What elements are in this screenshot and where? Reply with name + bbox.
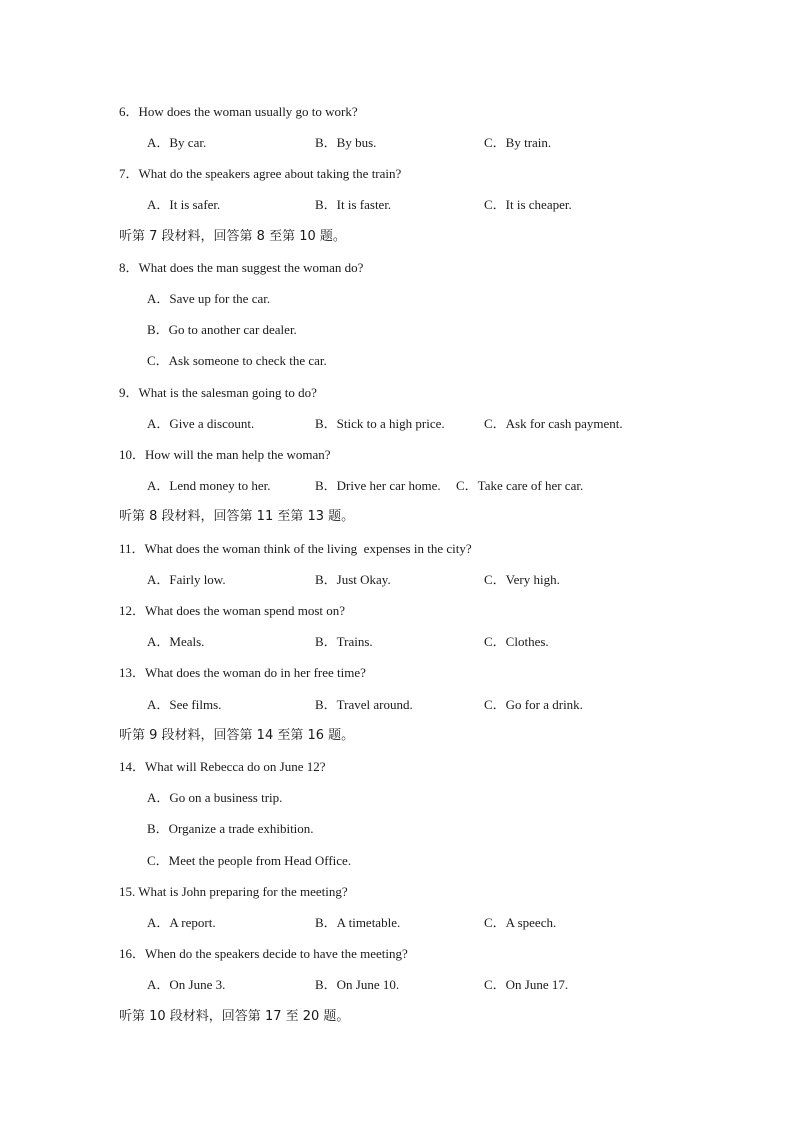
q8-option-c: C．Ask someone to check the car. <box>147 353 327 368</box>
section-heading-10: 听第 10 段材料，回答第 17 至 20 题。 <box>119 1009 350 1024</box>
q14-option-a: A．Go on a business trip. <box>147 790 283 805</box>
q8-option-b: B．Go to another car dealer. <box>147 322 297 337</box>
q16-option-c: C．On June 17. <box>484 977 569 992</box>
q8-option-a: A．Save up for the car. <box>147 291 271 306</box>
question-9: 9．What is the salesman going to do? <box>119 385 317 400</box>
q16-option-b: B．On June 10. <box>315 977 400 992</box>
question-15: 15. What is John preparing for the meeting? <box>119 884 348 899</box>
q16-option-a: A．On June 3. <box>147 977 226 992</box>
question-11: 11．What does the woman think of the living expenses in the city? <box>119 541 472 556</box>
question-13: 13．What does the woman do in her free time? <box>119 665 366 680</box>
q11-option-b: B．Just Okay. <box>315 572 391 587</box>
q15-option-b: B．A timetable. <box>315 915 401 930</box>
q10-option-b: B．Drive her car home. <box>315 478 441 493</box>
q15-option-a: A．A report. <box>147 915 216 930</box>
q7-option-b: B．It is faster. <box>315 197 392 212</box>
q10-option-c: C．Take care of her car. <box>456 478 584 493</box>
question-12: 12．What does the woman spend most on? <box>119 603 346 618</box>
q11-option-c: C．Very high. <box>484 572 560 587</box>
question-6: 6．How does the woman usually go to work? <box>119 104 358 119</box>
q14-option-b: B．Organize a trade exhibition. <box>147 821 314 836</box>
q15-option-c: C．A speech. <box>484 915 557 930</box>
question-10: 10．How will the man help the woman? <box>119 447 331 462</box>
section-heading-9: 听第 9 段材料，回答第 14 至第 16 题。 <box>119 728 355 743</box>
q6-option-a: A．By car. <box>147 135 207 150</box>
q13-option-a: A．See films. <box>147 697 222 712</box>
q9-option-c: C．Ask for cash payment. <box>484 416 623 431</box>
q14-option-c: C．Meet the people from Head Office. <box>147 853 352 868</box>
q6-option-c: C．By train. <box>484 135 552 150</box>
q13-option-c: C．Go for a drink. <box>484 697 583 712</box>
section-heading-7: 听第 7 段材料，回答第 8 至第 10 题。 <box>119 229 346 244</box>
section-heading-8: 听第 8 段材料，回答第 11 至第 13 题。 <box>119 509 355 524</box>
question-7: 7．What do the speakers agree about taking the train? <box>119 166 402 181</box>
q12-option-a: A．Meals. <box>147 634 205 649</box>
q7-option-c: C．It is cheaper. <box>484 197 572 212</box>
q9-option-a: A．Give a discount. <box>147 416 255 431</box>
q12-option-c: C．Clothes. <box>484 634 549 649</box>
question-16: 16．When do the speakers decide to have the meeting? <box>119 946 408 961</box>
q10-option-a: A．Lend money to her. <box>147 478 271 493</box>
q7-option-a: A．It is safer. <box>147 197 221 212</box>
question-8: 8．What does the man suggest the woman do? <box>119 260 364 275</box>
q6-option-b: B．By bus. <box>315 135 377 150</box>
q13-option-b: B．Travel around. <box>315 697 413 712</box>
q12-option-b: B．Trains. <box>315 634 373 649</box>
question-14: 14．What will Rebecca do on June 12? <box>119 759 326 774</box>
q9-option-b: B．Stick to a high price. <box>315 416 445 431</box>
q11-option-a: A．Fairly low. <box>147 572 226 587</box>
